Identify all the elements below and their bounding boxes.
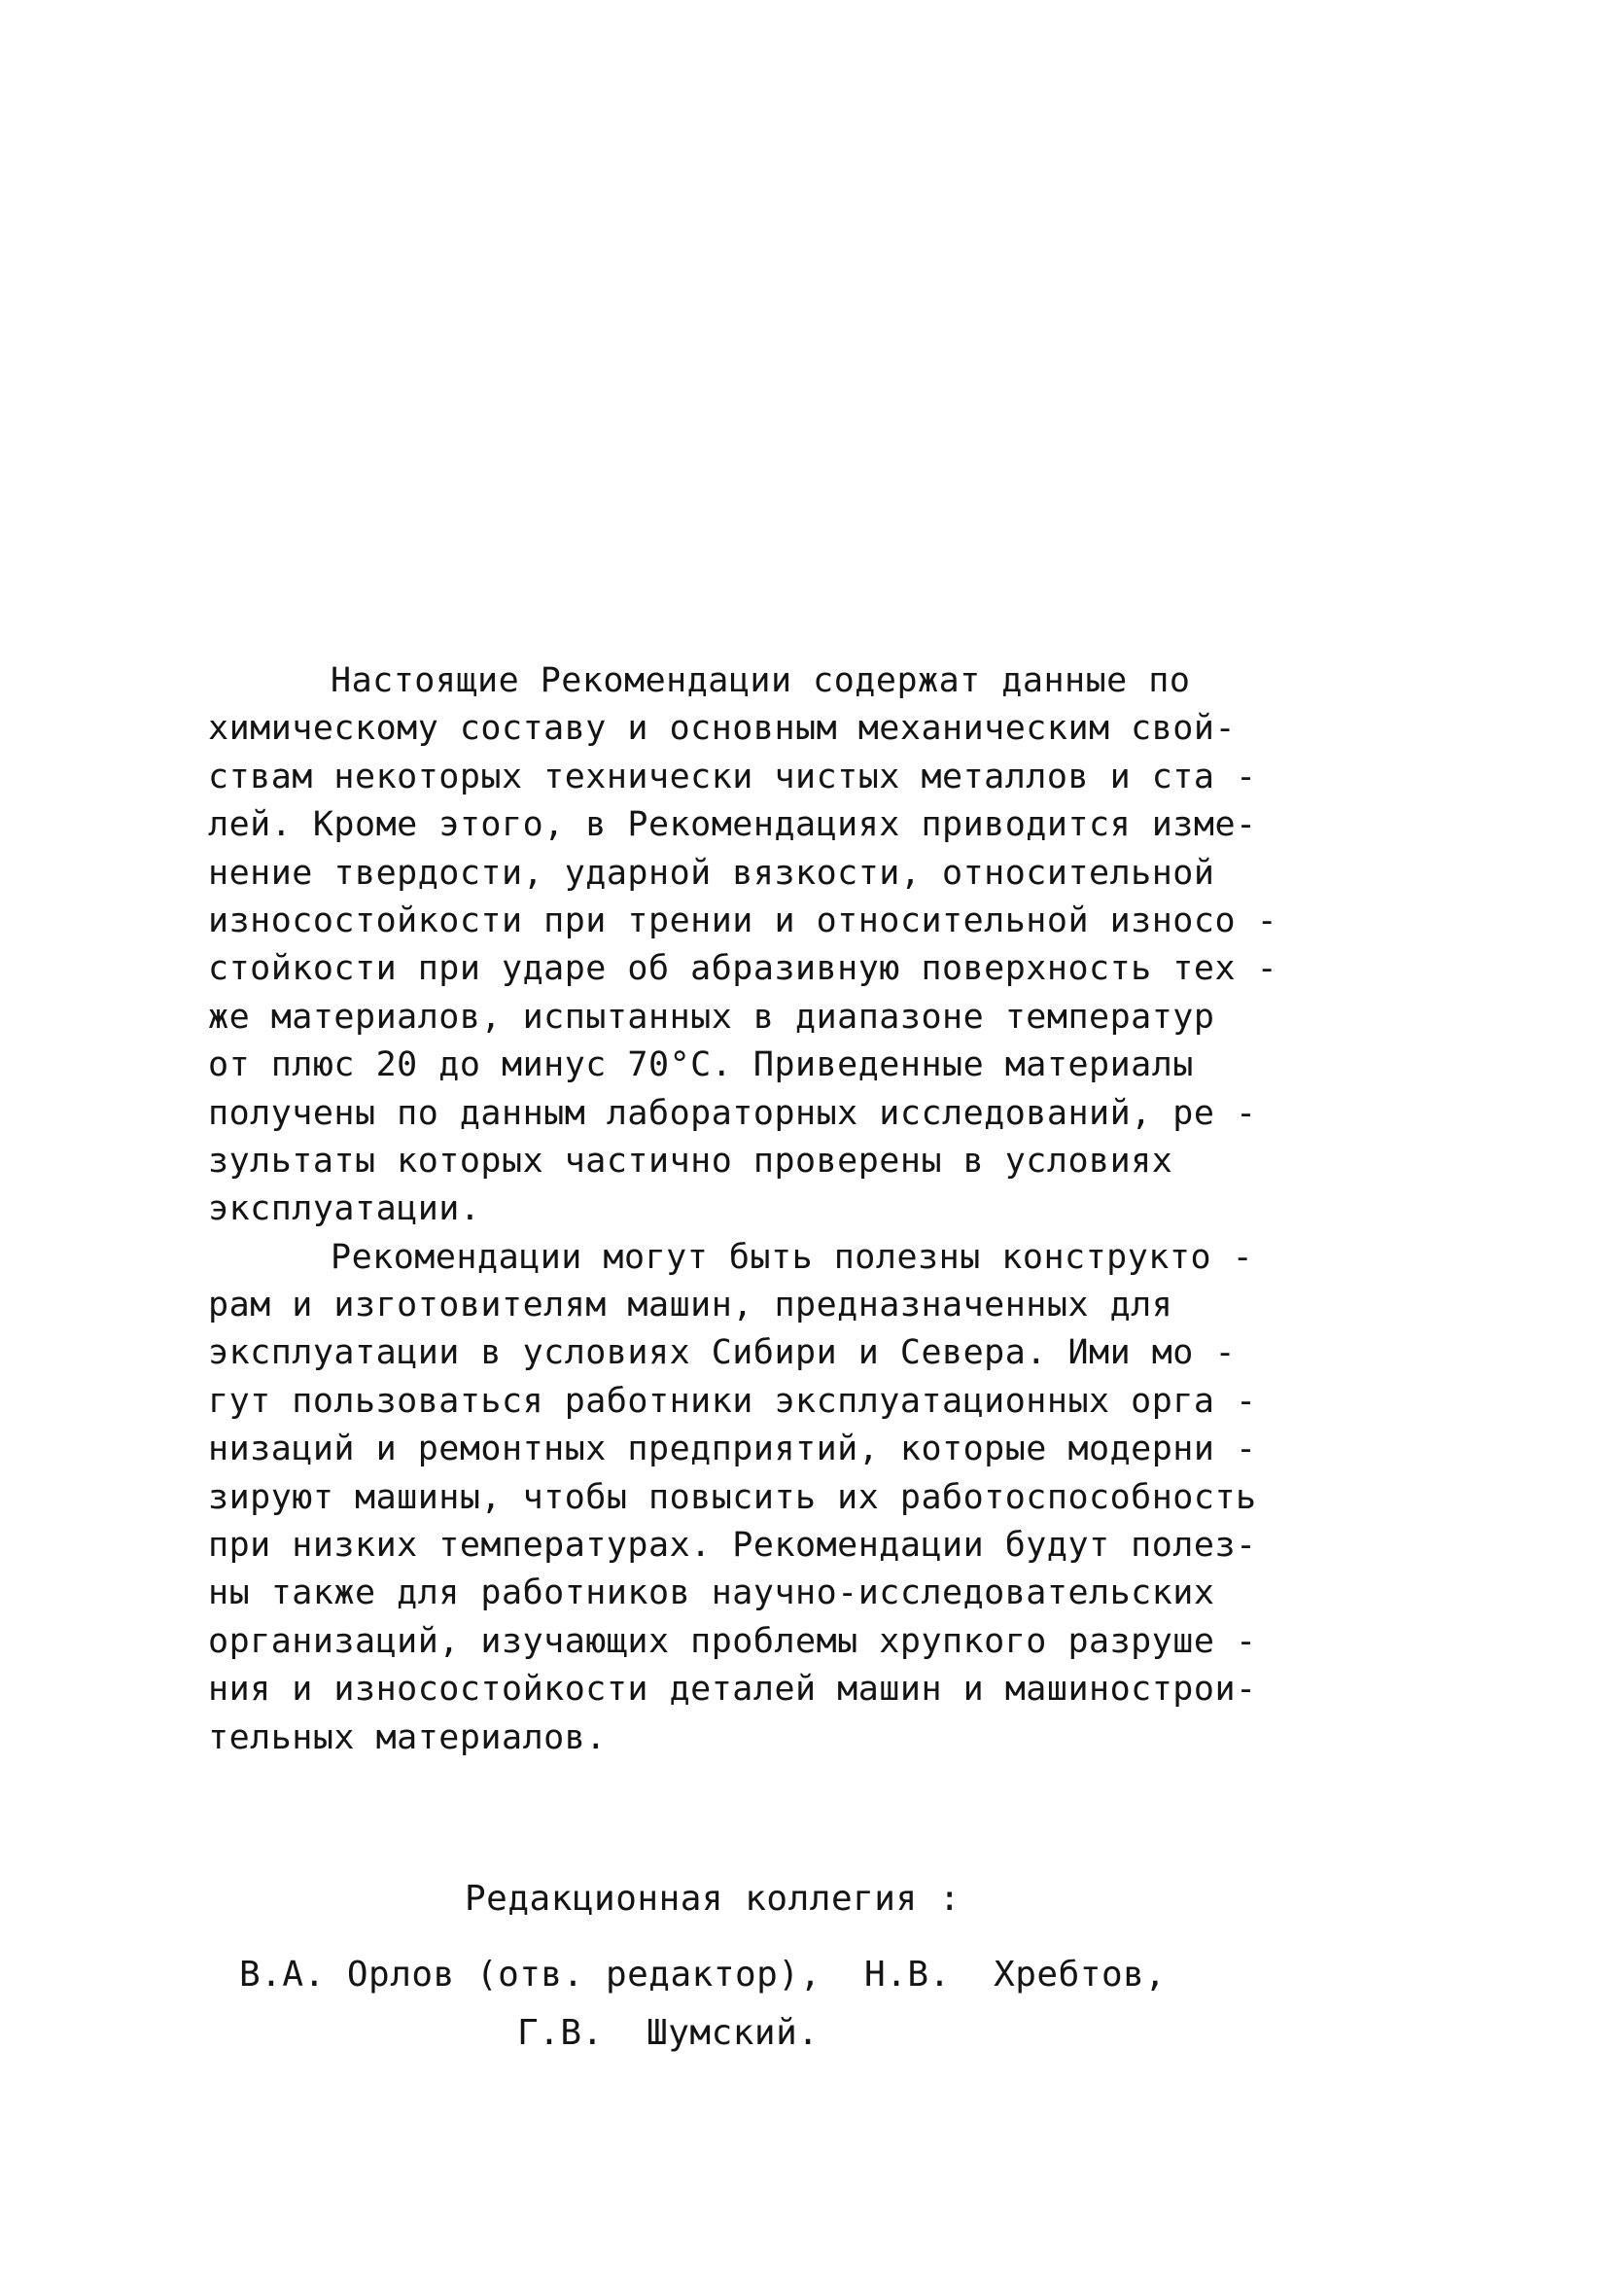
paragraph-1-line: стойкости при ударе об абразивную поверхность тех - — [208, 949, 1278, 989]
paragraph-2-line: зируют машины, чтобы повысить их работоспособность — [208, 1477, 1257, 1517]
paragraph-1-line: же материалов, испытанных в диапазоне температур — [208, 997, 1215, 1037]
paragraph-2-line: Рекомендации могут быть полезны конструкто - — [331, 1237, 1254, 1277]
editorial-board-members-line-2: Г.В. Шумский. — [517, 2013, 820, 2053]
paragraph-2-line: организаций, изучающих проблемы хрупкого разруше - — [208, 1621, 1257, 1661]
paragraph-2-line: при низких температурах. Рекомендации будут полез- — [208, 1526, 1257, 1566]
paragraph-2-line: тельных материалов. — [208, 1717, 607, 1757]
paragraph-2-line: ния и износостойкости деталей машин и машинострои- — [208, 1670, 1257, 1710]
paragraph-2-line: ны также для работников научно-исследовательских — [208, 1573, 1215, 1613]
foreword-text — [208, 657, 1423, 1762]
paragraph-1-line: зультаты которых частично проверены в условиях — [208, 1141, 1173, 1181]
paragraph-1-line: нение твердости, ударной вязкости, относительной — [208, 853, 1215, 893]
paragraph-2-line: гут пользоваться работники эксплуатационных орга - — [208, 1381, 1257, 1421]
paragraph-1-line: износостойкости при трении и относительной износо - — [208, 901, 1278, 940]
paragraph-2-line: рам и изготовителям машин, предназначенных для — [208, 1286, 1173, 1325]
paragraph-1-line: химическому составу и основным механическим свой- — [208, 709, 1237, 749]
paragraph-1-line: от плюс 20 до минус 70°С. Приведенные материалы — [208, 1045, 1194, 1085]
paragraph-1-line: Настоящие Рекомендации содержат данные по — [331, 661, 1191, 700]
paragraph-2-line: эксплуатации в условиях Сибири и Севера. Ими мо - — [208, 1333, 1237, 1373]
paragraph-2-line: низаций и ремонтных предприятий, которые модерни - — [208, 1430, 1257, 1469]
paragraph-1-line: лей. Кроме этого, в Рекомендациях приводится изме- — [208, 805, 1257, 845]
editorial-board-title: Редакционная коллегия : — [465, 1879, 961, 1919]
editorial-board-members-line-1: В.А. Орлов (отв. редактор), Н.В. Хребтов, — [239, 1955, 1167, 1995]
paragraph-1-line: получены по данным лабораторных исследований, ре - — [208, 1093, 1257, 1133]
paragraph-1-line: эксплуатации. — [208, 1189, 481, 1229]
paragraph-1-line: ствам некоторых технически чистых металлов и ста - — [208, 757, 1257, 796]
